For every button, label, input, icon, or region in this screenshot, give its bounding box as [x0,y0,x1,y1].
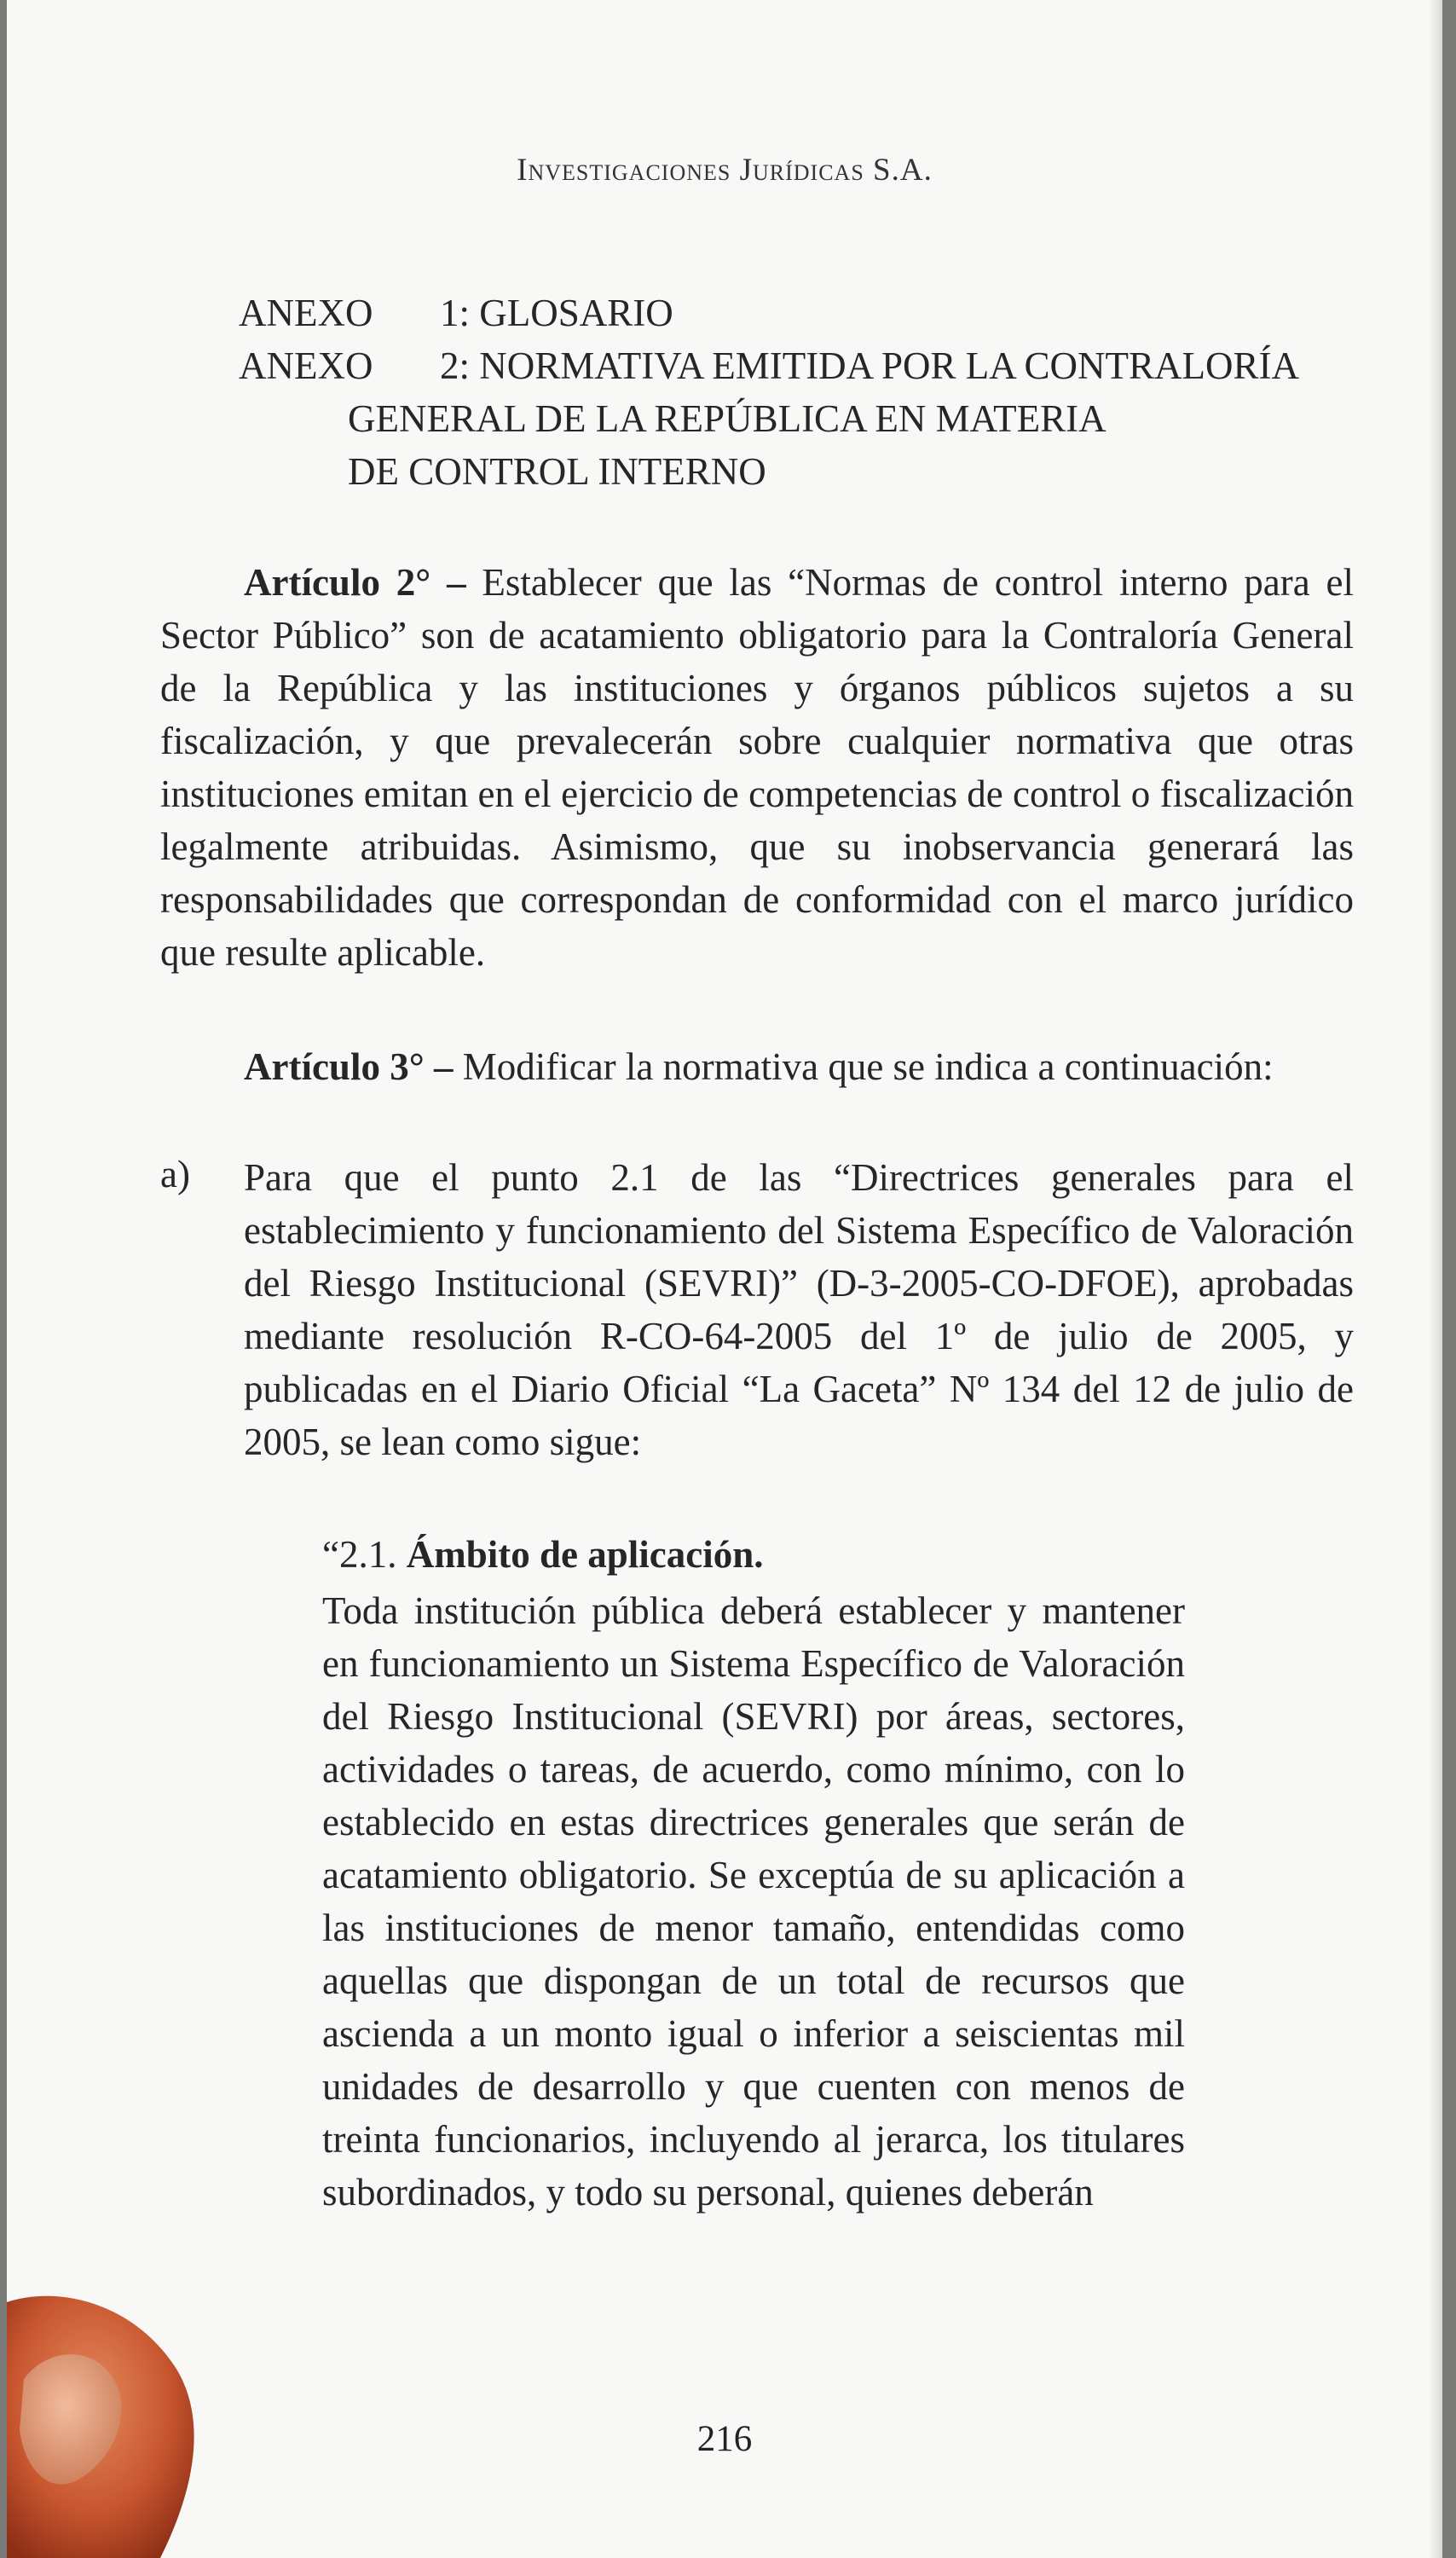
annex-2-label: ANEXO [239,344,373,387]
item-a-text: Para que el punto 2.1 de las “Directrices generales para el establecimiento y funcionamiento del Sistema Específico de Valoración del Riesgo Institucional (SEVRI)” (D-3-2005-CO-DFOE), aprobadas mediante resolución R-CO-64-2005 del 1º de julio de 2005, y publicadas en el Diario Oficial “La Gaceta” Nº 134 del 12 de julio de 2005, se lean como sigue: [244,1156,1354,1463]
annex-2-continuation-1: GENERAL DE LA REPÚBLICA EN MATERIA [348,397,1106,440]
annex-2 [239,339,1299,392]
article-2-heading: Artículo 2° – [244,561,466,604]
article-3-paragraph [244,1044,1274,1090]
item-a-marker: a) [160,1153,190,1195]
article-3-heading: Artículo 3° – [244,1045,454,1088]
annex-2-title: 2: NORMATIVA EMITIDA POR LA CONTRALORÍA [440,344,1299,387]
article-3-text: Modificar la normativa que se indica a continuación: [462,1045,1274,1088]
thumb-photo [7,2268,211,2558]
page-number: 216 [696,2419,753,2459]
running-header: Investigaciones Jurídicas S.A. [517,153,933,188]
article-2-text: Establecer que las “Normas de control interno para el Sector Público” son de acatamiento obligatorio para la Contraloría General de la República y las instituciones y órganos públicos sujetos a su fiscalización, y que prevalecerán sobre cualquier normativa que otras instituciones emitan en el ejercicio de competencias de control o fiscalización legalmente atribuidas. Asimismo, que su inobservancia generará las responsabilidades que correspondan de conformidad con el marco jurídico que resulte aplicable. [160,561,1354,974]
annex-1-label: ANEXO [239,292,373,334]
book-page [7,0,1442,2558]
annex-1-title: 1: GLOSARIO [440,292,673,334]
quote-heading [322,1531,764,1577]
quote-number: “2.1. [322,1533,397,1576]
quote-title: Ámbito de aplicación. [406,1533,764,1576]
annex-2-continuation-2: DE CONTROL INTERNO [348,450,766,493]
page-edge-shadow [1429,0,1442,2558]
annex-1 [239,286,673,339]
article-2-paragraph [160,556,1354,979]
quote-text: Toda institución pública deberá establecer y mantener en funcionamiento un Sistema Específico de Valoración del Riesgo Institucional (SEVRI) por áreas, sectores, actividades o tareas, de acuerdo, como mínimo, con lo establecido en estas directrices generales que serán de acatamiento obligatorio. Se exceptúa de su aplicación a las instituciones de menor tamaño, entendidas como aquellas que dispongan de un total de recursos que ascienda a un monto igual o inferior a seiscientas mil unidades de desarrollo y que cuenten con menos de treinta funcionarios, incluyendo al jerarca, los titulares subordinados, y todo su personal, quienes deberán [322,1589,1185,2214]
